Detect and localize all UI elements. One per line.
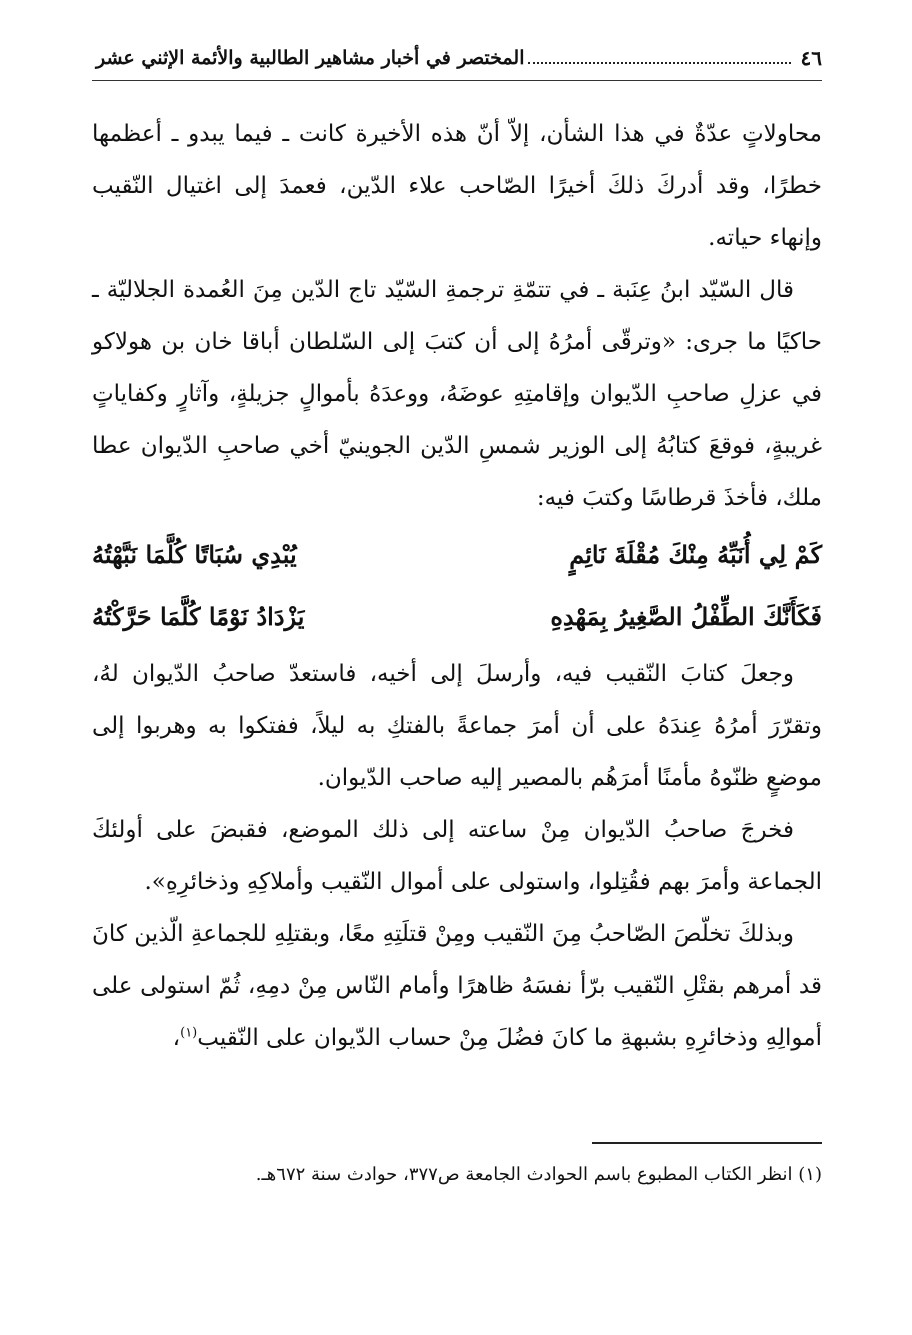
footnote-reference: (١)	[180, 1025, 198, 1041]
verse-first-hemistich: كَمْ لِي أُنَبِّهُ مِنْكَ مُقْلَةَ نَائِمٍ	[569, 540, 822, 569]
paragraph-text: وبذلكَ تخلّصَ الصّاحبُ مِنَ النّقيب ومِنْ قتلَتِهِ معًا، وبقتلِهِ للجماعةِ الّذين كانَ قد أمرهم بقتْلِ النّقيب برّأ نفسَهُ ظاهرًا وأمام النّاس مِنْ دمِهِ، ثُمّ استولى على أموالِهِ وذخائرِهِ بشبهةِ ما كانَ فضُلَ مِنْ حساب الدّيوان على النّقيب	[92, 921, 822, 1051]
paragraph: فخرجَ صاحبُ الدّيوان مِنْ ساعته إلى ذلك الموضع، فقبضَ على أولئكَ الجماعة وأمرَ بهم فقُتِلوا، واستولى على أموال النّقيب وأملاكِهِ وذخائرِهِ».	[92, 817, 822, 895]
footnote-rule	[592, 1142, 822, 1144]
paragraph: قال السّيّد ابنُ عِنَبة ـ في تتمّةِ ترجمةِ السّيّد تاج الدّين مِنَ العُمدة الجلاليّة ـ حاكيًا ما جرى: «وترقّى أمرُهُ إلى أن كتبَ إلى السّلطان أباقا خان بن هولاكو في عزلِ صاحبِ الدّيوان وإقامتِهِ عوضَهُ، ووعدَهُ بأموالٍ جزيلةٍ، وآثارٍ وكفاياتٍ غريبةٍ، فوقعَ كتابُهُ إلى الوزير شمسِ الدّين الجوينيّ أخي صاحبِ الدّيوان عطا ملك، فأخذَ قرطاسًا وكتبَ فيه:	[92, 277, 822, 511]
verse-second-hemistich: يَزْدَادُ نَوْمًا كُلَّمَا حَرَّكْتُهُ	[92, 602, 305, 631]
verse-second-hemistich: يُبْدِي سُبَاتًا كُلَّمَا نَبَّهْتُهُ	[92, 540, 297, 569]
poem-verse	[92, 586, 822, 648]
paragraph: وجعلَ كتابَ النّقيب فيه، وأرسلَ إلى أخيه، فاستعدّ صاحبُ الدّيوان لهُ، وتقرّرَ أمرُهُ عِندَهُ على أن أمرَ جماعةً بالفتكِ به ليلاً، ففتكوا به وهربوا إلى موضعٍ ظنّوهُ مأمنًا أمرَهُم بالمصير إليه صاحب الدّيوان.	[92, 661, 822, 791]
running-head	[92, 40, 822, 76]
page-number: ٤٦	[800, 46, 822, 70]
paragraph: محاولاتٍ عدّةٌ في هذا الشأن، إلاّ أنّ هذه الأخيرة كانت ـ فيما يبدو ـ أعظمها خطرًا، وقد أدركَ ذلكَ أخيرًا الصّاحب علاء الدّين، فعمدَ إلى اغتيال النّقيب وإنهاء حياته.	[92, 121, 822, 251]
poem-verse	[92, 524, 822, 586]
paragraph-end-punctuation: ،	[172, 1025, 181, 1051]
leader-dots	[528, 62, 790, 64]
main-text	[92, 108, 822, 1064]
header-rule	[92, 80, 822, 81]
footnote: (١) انظر الكتاب المطبوع باسم الحوادث الجامعة ص٣٧٧، حوادث سنة ٦٧٢هـ.	[255, 1164, 822, 1185]
book-title: المختصر في أخبار مشاهير الطالبية والأئمة الإثني عشر	[96, 47, 525, 69]
paragraph	[92, 908, 822, 1064]
page	[92, 30, 822, 1310]
verse-first-hemistich: فَكَأَنَّكَ الطِّفْلُ الصَّغِيرُ بِمَهْدِهِ	[550, 602, 822, 631]
poem	[92, 524, 822, 648]
